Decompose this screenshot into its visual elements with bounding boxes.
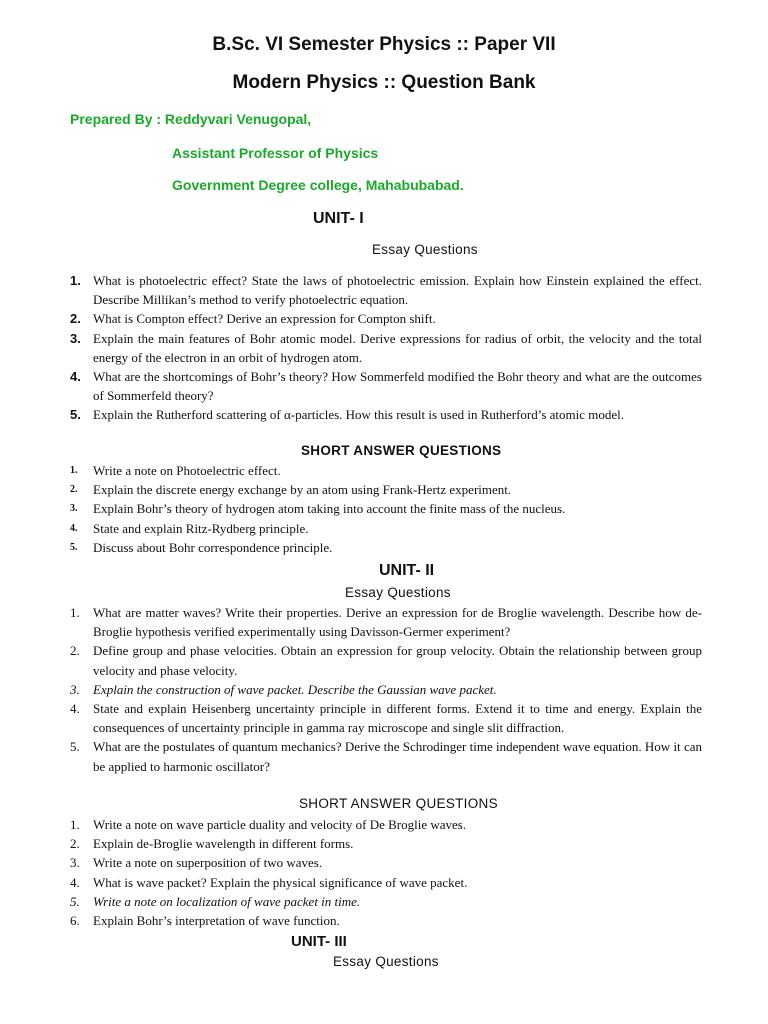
unit2-short-heading: SHORT ANSWER QUESTIONS (299, 796, 498, 811)
list-item: 5. Explain the Rutherford scattering of α-particles. How this result is used in Rutherford’s atomic model. (70, 407, 625, 423)
list-item: 2. Explain de-Broglie wavelength in different forms. (70, 836, 354, 852)
unit1-essay-heading: Essay Questions (372, 242, 478, 257)
list-item: 3. Write a note on superposition of two waves. (70, 855, 323, 871)
unit3-heading: UNIT- III (291, 933, 347, 950)
prepared-by: Prepared By : Reddyvari Venugopal, (70, 111, 312, 127)
list-item: 1. What are matter waves? Write their properties. Derive an expression for de Broglie wavelength. Describe how de-Broglie hypothesis verified experimentally using Davisson-Germer experiment? (70, 605, 702, 640)
author-college: Government Degree college, Mahabubabad. (172, 177, 464, 193)
unit2-essay-list (70, 603, 702, 776)
unit1-short-list (70, 461, 702, 557)
unit2-short-list (70, 815, 702, 930)
unit1-short-heading: SHORT ANSWER QUESTIONS (301, 443, 502, 458)
list-item: 4. State and explain Heisenberg uncertainty principle in different forms. Extend it to time and energy. Explain the consequences of uncertainty principle in gamma ray microscope and single slit diffraction. (70, 701, 702, 736)
unit1-heading: UNIT- I (313, 210, 364, 227)
author-designation: Assistant Professor of Physics (172, 145, 379, 161)
document-title: B.Sc. VI Semester Physics :: Paper VII (212, 34, 556, 55)
list-item: 3. Explain Bohr’s theory of hydrogen atom taking into account the finite mass of the nucleus. (70, 501, 566, 517)
list-item: 1. Write a note on wave particle duality and velocity of De Broglie waves. (70, 817, 467, 832)
unit2-essay-heading: Essay Questions (345, 585, 451, 600)
list-item: 2. Define group and phase velocities. Obtain an expression for group velocity. Obtain the relationship between group velocity and phase velocity. (70, 643, 702, 678)
list-item: 2. What is Compton effect? Derive an expression for Compton shift. (70, 311, 436, 327)
list-item: 1. What is photoelectric effect? State the laws of photoelectric emission. Explain how Einstein explained the effect. Describe Millikan’s method to verify photoelectric equation. (70, 273, 702, 308)
list-item: 3. Explain the main features of Bohr atomic model. Derive expressions for radius of orbit, the velocity and the total energy of the electron in an orbit of hydrogen atom. (70, 330, 702, 365)
list-item: 3. Explain the construction of wave packet. Describe the Gaussian wave packet. (70, 681, 497, 697)
list-item: 4. What is wave packet? Explain the physical significance of wave packet. (70, 874, 468, 890)
document-subtitle: Modern Physics :: Question Bank (232, 72, 536, 93)
list-item: 2. Explain the discrete energy exchange by an atom using Frank-Hertz experiment. (70, 482, 512, 498)
list-item: 4. What are the shortcomings of Bohr’s theory? How Sommerfeld modified the Bohr theory and what are the outcomes of Sommerfeld theory? (70, 369, 702, 404)
unit1-essay-list (70, 271, 702, 425)
list-item: 1. Write a note on Photoelectric effect. (70, 463, 281, 478)
unit2-heading: UNIT- II (379, 562, 435, 579)
unit3-essay-heading: Essay Questions (333, 954, 439, 969)
list-item: 5. What are the postulates of quantum mechanics? Derive the Schrodinger time independent wave equation. How it can be applied to harmonic oscillator? (70, 739, 702, 774)
list-item: 4. State and explain Ritz-Rydberg principle. (70, 520, 309, 536)
list-item: 5. Discuss about Bohr correspondence principle. (70, 539, 333, 555)
list-item: 5. Write a note on localization of wave packet in time. (70, 893, 361, 909)
list-item: 6. Explain Bohr’s interpretation of wave function. (70, 913, 340, 929)
